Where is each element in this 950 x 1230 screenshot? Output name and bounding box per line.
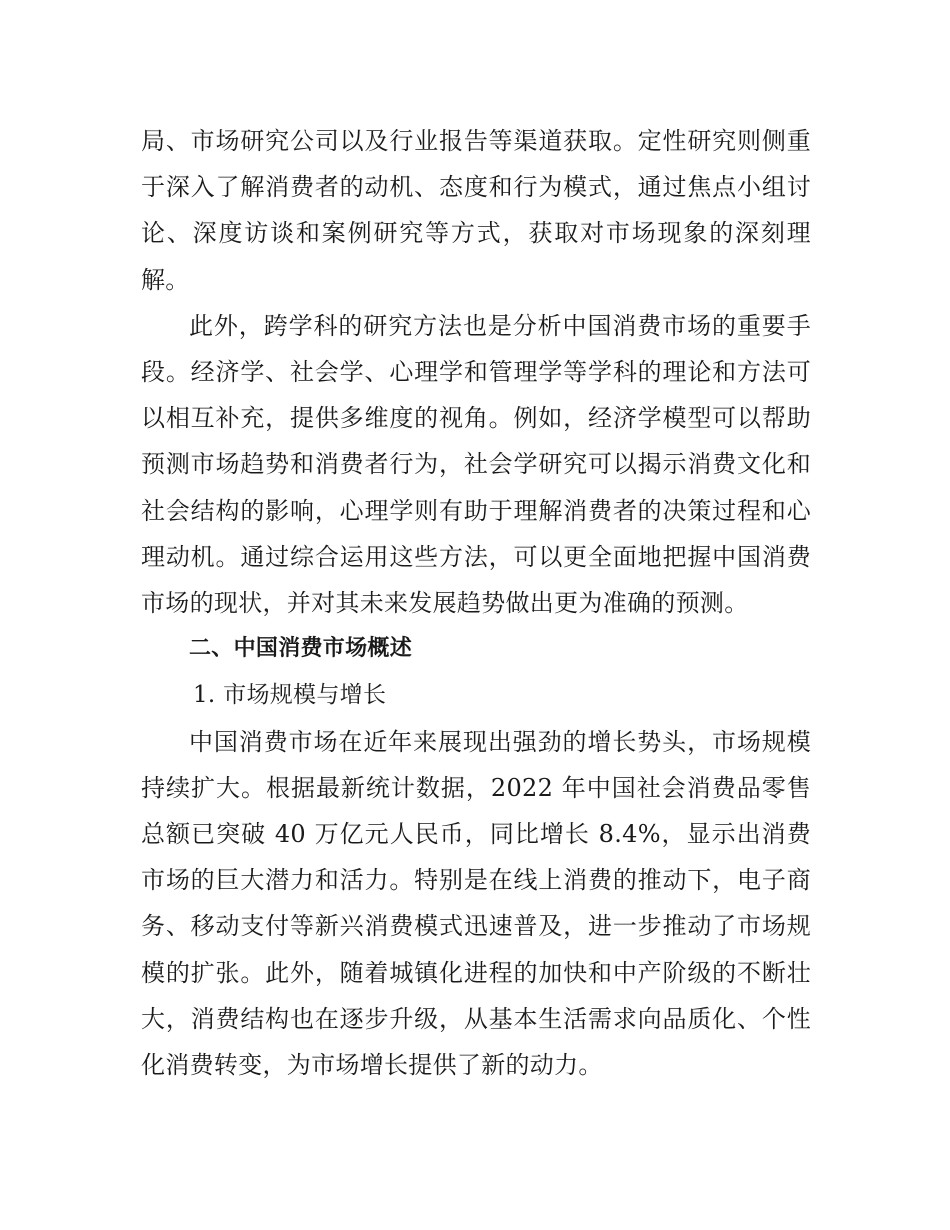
document-body bbox=[141, 118, 811, 1088]
section-heading: 二、中国消费市场概述 bbox=[189, 636, 413, 662]
subsection-heading: 1. 市场规模与增长 bbox=[193, 682, 387, 709]
paragraph-interdisciplinary: 此外，跨学科的研究方法也是分析中国消费市场的重要手段。经济学、社会学、心理学和管理学等学科的理论和方法可以相互补充，提供多维度的视角。例如，经济学模型可以帮助预测市场趋势和消费者行为，社会学研究可以揭示消费文化和社会结构的影响，心理学则有助于理解消费者的决策过程和心理动机。通过综合运用这些方法，可以更全面地把握中国消费市场的现状，并对其未来发展趋势做出更为准确的预测。 bbox=[141, 311, 811, 618]
paragraph-market-size: 中国消费市场在近年来展现出强劲的增长势头，市场规模持续扩大。根据最新统计数据，2022 年中国社会消费品零售总额已突破 40 万亿元人民币，同比增长 8.4%，显示出消费市场的巨大潜力和活力。特别是在线上消费的推动下，电子商务、移动支付等新兴消费模式迅速普及，进一步推动了市场规模的扩张。此外，随着城镇化进程的加快和中产阶级的不断壮大，消费结构也在逐步升级，从基本生活需求向品质化、个性化消费转变，为市场增长提供了新的动力。 bbox=[141, 727, 811, 1080]
paragraph-continued: 局、市场研究公司以及行业报告等渠道获取。定性研究则侧重于深入了解消费者的动机、态度和行为模式，通过焦点小组讨论、深度访谈和案例研究等方式，获取对市场现象的深刻理解。 bbox=[141, 127, 811, 294]
